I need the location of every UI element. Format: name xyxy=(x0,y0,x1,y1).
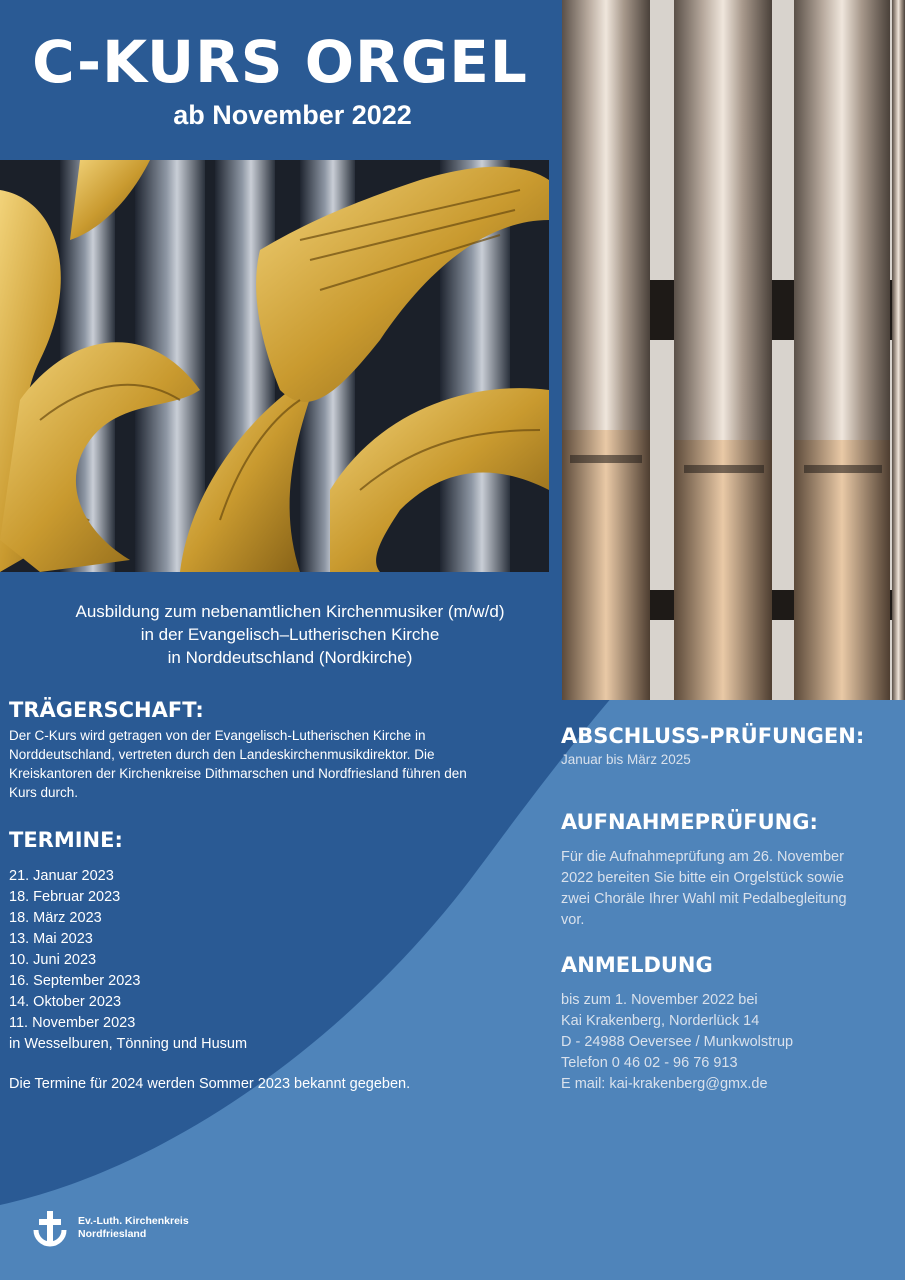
traegerschaft-text xyxy=(9,726,549,802)
anmeldung-heading: ANMELDUNG xyxy=(561,953,713,977)
termin-date: 21. Januar 2023 xyxy=(9,868,114,884)
termine-list xyxy=(9,866,247,1055)
logo-line-1: Ev.-Luth. Kirchenkreis xyxy=(78,1215,189,1227)
poster-title: C-KURS ORGEL xyxy=(32,28,528,96)
aufnahme-text xyxy=(561,847,891,931)
aufnahme-line: Für die Aufnahmeprüfung am 26. November xyxy=(561,849,844,865)
intro-line: in Norddeutschland (Nordkirche) xyxy=(167,648,413,667)
aufnahme-line: vor. xyxy=(561,912,585,928)
aufnahme-heading: AUFNAHMEPRÜFUNG: xyxy=(561,810,818,834)
termin-date: 18. Februar 2023 xyxy=(9,889,121,905)
anmeldung-text xyxy=(561,990,891,1095)
traegerschaft-line: Norddeutschland, vertreten durch den Landeskirchenmusikdirektor. Die xyxy=(9,747,435,762)
kirchenkreis-logo xyxy=(30,1208,189,1248)
organ-pipes-photo xyxy=(562,0,905,700)
poster-subtitle: ab November 2022 xyxy=(173,100,412,130)
termine-note: Die Termine für 2024 werden Sommer 2023 bekannt gegeben. xyxy=(9,1076,411,1092)
anmeldung-line: D - 24988 Oeversee / Munkwolstrup xyxy=(561,1034,794,1050)
intro-text xyxy=(15,600,565,669)
termin-date: 18. März 2023 xyxy=(9,910,102,926)
traegerschaft-line: Der C-Kurs wird getragen von der Evangelisch-Lutherischen Kirche in xyxy=(9,728,426,743)
anmeldung-line: bis zum 1. November 2022 bei xyxy=(561,992,758,1008)
termin-date: 16. September 2023 xyxy=(9,973,141,989)
termin-date: 14. Oktober 2023 xyxy=(9,994,122,1010)
aufnahme-line: 2022 bereiten Sie bitte ein Orgelstück sowie xyxy=(561,870,844,886)
termine-heading: TERMINE: xyxy=(9,828,123,852)
termin-date: 10. Juni 2023 xyxy=(9,952,97,968)
aufnahme-line: zwei Choräle Ihrer Wahl mit Pedalbegleitung xyxy=(561,891,847,907)
termin-location: in Wesselburen, Tönning und Husum xyxy=(9,1036,248,1052)
traegerschaft-heading: TRÄGERSCHAFT: xyxy=(9,698,204,722)
termin-date: 13. Mai 2023 xyxy=(9,931,93,947)
logo-line-2: Nordfriesland xyxy=(78,1228,147,1240)
intro-line: Ausbildung zum nebenamtlichen Kirchenmusiker (m/w/d) xyxy=(75,602,505,621)
church-cross-icon xyxy=(30,1208,70,1248)
anmeldung-line: Kai Krakenberg, Norderlück 14 xyxy=(561,1013,760,1029)
abschluss-text: Januar bis März 2025 xyxy=(561,752,691,767)
traegerschaft-line: Kurs durch. xyxy=(9,785,79,800)
anmeldung-email: E mail: kai-krakenberg@gmx.de xyxy=(561,1076,768,1092)
anmeldung-line: Telefon 0 46 02 - 96 76 913 xyxy=(561,1055,738,1071)
traegerschaft-line: Kreiskantoren der Kirchenkreise Dithmarschen und Nordfriesland führen den xyxy=(9,766,467,781)
intro-line: in der Evangelisch–Lutherischen Kirche xyxy=(140,625,440,644)
gold-carving-photo xyxy=(0,160,549,572)
termin-date: 11. November 2023 xyxy=(9,1015,136,1031)
abschluss-heading: ABSCHLUSS-PRÜFUNGEN: xyxy=(561,724,865,748)
